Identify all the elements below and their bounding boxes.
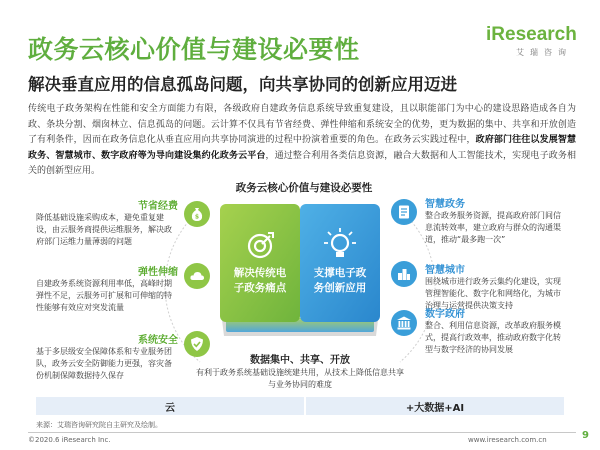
feature-digital-gov <box>425 305 565 356</box>
svg-text:$: $ <box>194 213 200 221</box>
logo-subtitle: 艾瑞咨询 <box>516 48 572 57</box>
hub-left-block <box>220 204 300 322</box>
feature-desc: 整合、利用信息资源，改革政府服务模式，提高行政效率，推动政府数字化转型与数字经济的协同发展 <box>425 321 561 354</box>
data-sharing-text: 有利于政务系统基础设施统建共用，从技术上降低信息共享与业务协同的难度 <box>196 368 404 389</box>
feature-title: 系统安全 <box>138 335 178 346</box>
footer-website: www.iresearch.com.cn <box>468 436 547 444</box>
band-bigdata-ai: +大数据+AI <box>306 397 564 415</box>
feature-save-cost <box>36 197 178 248</box>
shield-icon <box>184 331 210 357</box>
data-sharing-title: 数据集中、共享、开放 <box>250 355 350 366</box>
page-number: 9 <box>582 430 589 441</box>
intro-paragraph: 传统电子政务架构在性能和安全方面能力有限，各级政府自建政务信息系统导致重复建设，且以职能部门为中心的建设思路造成各自为政、条块分割、烟囱林立、信息孤岛的问题。云计算不仅具有节省经费、弹性伸缩和系统安全的优势，更为数据的集中、共享和开放创造了有利条件，因而在政务信息化从垂直应用向共享协同演进的过程中扮演着重要的角色。在政务云实践过程中，政府部门往往以发展智慧政务、智慧城市、数字政府等为导向建设集约化政务云平台，通过整合利用各类信息资源，融合大数据和人工智能技术，实现电子政务相关的创新型应用。 <box>28 104 576 176</box>
source-note: 来源：艾瑞咨询研究院自主研究及绘制。 <box>36 421 162 429</box>
footer-divider <box>28 432 576 433</box>
diagram-title: 政务云核心价值与建设必要性 <box>235 182 373 194</box>
money-bag-icon <box>184 201 210 227</box>
feature-desc: 自建政务系统资源利用率低，高峰时期弹性不足，云服务可扩展和可伸缩的特性能够有效应对突发流量 <box>36 279 172 312</box>
government-building-icon <box>391 310 417 336</box>
feature-elastic <box>36 263 178 314</box>
logo-wordmark: iResearch <box>486 24 577 45</box>
feature-desc: 围绕城市进行政务云集约化建设，实现管理智能化、数字化和网络化，为城市治理与运营提供决策支持 <box>425 277 561 310</box>
hub-right-block <box>300 204 380 322</box>
intro-highlight: 政府部门往往以发展智慧政务、智慧城市、数字政府等为导向建设集约化政务云平台 <box>28 135 576 161</box>
feature-title: 节省经费 <box>138 201 178 212</box>
page-title: 政务云核心价值与建设必要性 <box>28 35 360 64</box>
document-icon <box>391 199 417 225</box>
footer-copyright: ©2020.6 iResearch Inc. <box>28 436 111 444</box>
cloud-icon <box>184 263 210 289</box>
feature-title: 智慧城市 <box>425 265 465 276</box>
page-subtitle: 解决垂直应用的信息孤岛问题，向共享协同的创新应用迈进 <box>28 75 457 94</box>
feature-smart-gov <box>425 195 565 246</box>
city-icon <box>391 261 417 287</box>
hub-left-label: 解决传统电 子政务痛点 <box>233 267 287 294</box>
feature-desc: 降低基础设施采购成本，避免重复建设，由云服务商提供运维服务，解决政府部门运维力量薄弱的问题 <box>36 213 172 246</box>
feature-title: 弹性伸缩 <box>138 267 178 278</box>
feature-desc: 整合政务服务资源，提高政府部门间信息流转效率，建立政府与群众的沟通渠道，推动“最多跑一次” <box>425 211 561 244</box>
hub-right-label: 支撑电子政 务创新应用 <box>313 267 367 294</box>
feature-security <box>36 331 178 382</box>
feature-title: 数字政府 <box>425 309 465 320</box>
band-cloud: 云 <box>36 397 304 415</box>
feature-title: 智慧政务 <box>425 199 465 210</box>
feature-desc: 基于多层级安全保障体系和专业服务团队，政务云安全防御能力更强，容灾备份机制保障数据持久保存 <box>36 347 172 380</box>
